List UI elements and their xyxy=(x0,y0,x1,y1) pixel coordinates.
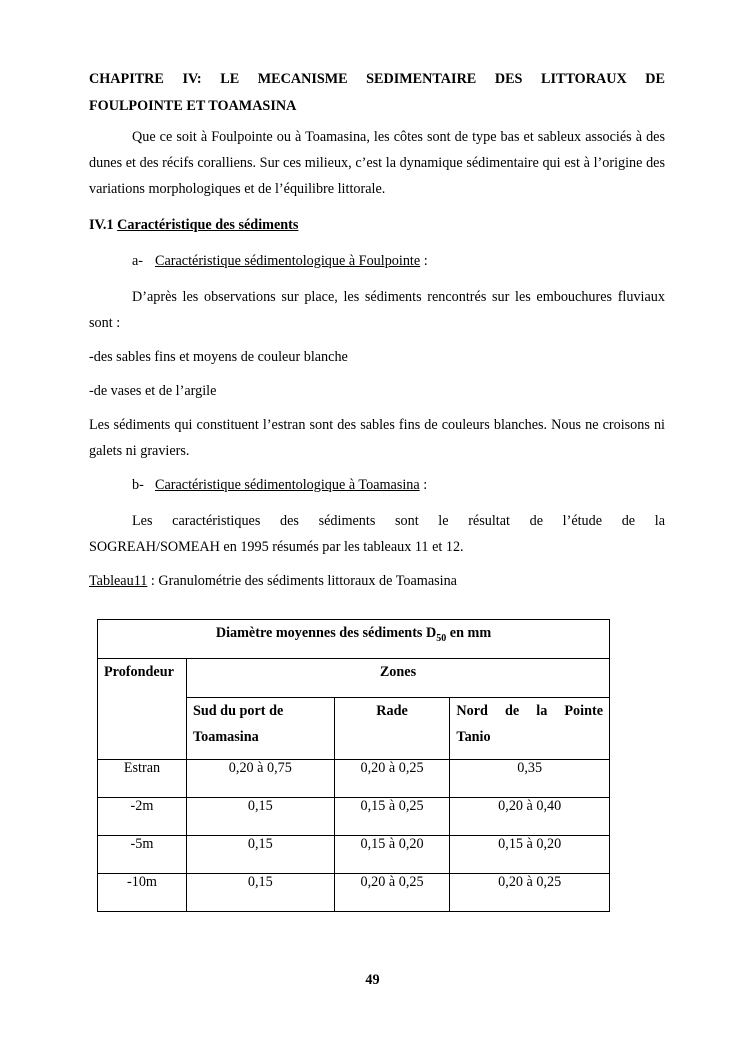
subsection-b-label: b- xyxy=(132,477,144,493)
granulometry-table xyxy=(97,619,610,912)
header-zone-sud-line-1: Sud du port de xyxy=(192,703,284,719)
cell-nord: 0,15 à 0,20 xyxy=(450,836,610,874)
page-number: 49 xyxy=(365,972,380,988)
cell-sud: 0,20 à 0,75 xyxy=(186,760,334,798)
table-caption xyxy=(89,568,665,594)
subsection-b-title: Caractéristique sédimentologique à Toamasina xyxy=(155,477,420,493)
cell-sud: 0,15 xyxy=(186,836,334,874)
table-title xyxy=(98,620,610,659)
cell-nord: 0,20 à 0,40 xyxy=(450,798,610,836)
cell-rade: 0,15 à 0,20 xyxy=(334,836,450,874)
table-row xyxy=(98,836,610,874)
table-row xyxy=(98,874,610,912)
paragraph-toamasina-line-2: SOGREAH/SOMEAH en 1995 résumés par les tableaux 11 et 12. xyxy=(89,539,464,555)
subsection-a-title: Caractéristique sédimentologique à Foulpointe xyxy=(155,253,421,269)
table-title-text: Diamètre moyennes des sédiments D xyxy=(215,625,437,641)
chapter-title-line-1: CHAPITRE IV: LE MECANISME SEDIMENTAIRE DES LITTORAUX DE xyxy=(89,71,665,87)
table-title-subscript: 50 xyxy=(436,632,447,644)
section-title: Caractéristique des sédiments xyxy=(117,217,299,233)
header-zone-nord-line-2: Tanio xyxy=(456,729,491,745)
cell-rade: 0,15 à 0,25 xyxy=(334,798,450,836)
subsection-b-heading xyxy=(132,472,665,498)
header-zones: Zones xyxy=(186,659,609,698)
paragraph-estran: Les sédiments qui constituent l’estran sont des sables fins de couleurs blanches. Nous ne croisons ni galets ni graviers. xyxy=(89,417,665,459)
header-zone-sud xyxy=(186,698,334,760)
list-item: -de vases et de l’argile xyxy=(89,383,217,399)
chapter-title-line-2: FOULPOINTE ET TOAMASINA xyxy=(89,98,297,114)
cell-nord: 0,35 xyxy=(450,760,610,798)
cell-rade: 0,20 à 0,25 xyxy=(334,760,450,798)
cell-depth: -5m xyxy=(98,836,187,874)
list-item: -des sables fins et moyens de couleur blanche xyxy=(89,349,348,365)
intro-paragraph: Que ce soit à Foulpointe ou à Toamasina, les côtes sont de type bas et sableux associés à des dunes et des récifs coralliens. Sur ces milieux, c’est la dynamique sédimentaire qui est à l’origine des variations morphologiques et de l’équilibre littorale. xyxy=(89,129,665,197)
subsection-a-suffix: : xyxy=(420,253,428,269)
cell-sud: 0,15 xyxy=(186,874,334,912)
cell-depth: -10m xyxy=(98,874,187,912)
cell-depth: Estran xyxy=(98,760,187,798)
table-row xyxy=(98,798,610,836)
page-body xyxy=(89,66,665,594)
section-number: IV.1 xyxy=(89,217,114,233)
header-zone-sud-line-2: Toamasina xyxy=(192,729,259,745)
header-profondeur: Profondeur xyxy=(98,659,187,760)
header-zone-nord-line-1: Nord de la Pointe xyxy=(456,703,603,719)
table-title-unit: en mm xyxy=(446,625,492,641)
chapter-title xyxy=(89,66,665,120)
cell-nord: 0,20 à 0,25 xyxy=(450,874,610,912)
subsection-b-suffix: : xyxy=(419,477,428,493)
header-zone-rade: Rade xyxy=(334,698,450,760)
cell-sud: 0,15 xyxy=(186,798,334,836)
table-row xyxy=(98,760,610,798)
subsection-a-heading xyxy=(132,248,665,274)
paragraph-foulpointe: D’après les observations sur place, les sédiments rencontrés sur les embouchures fluviaux sont : xyxy=(89,289,665,331)
cell-rade: 0,20 à 0,25 xyxy=(334,874,450,912)
table-caption-label: Tableau11 xyxy=(89,573,148,589)
paragraph-toamasina-line-1: Les caractéristiques des sédiments sont le résultat de l’étude de la xyxy=(132,513,665,529)
table-caption-text: : Granulométrie des sédiments littoraux de Toamasina xyxy=(147,573,457,589)
header-zone-nord xyxy=(450,698,610,760)
subsection-a-label: a- xyxy=(132,253,144,269)
cell-depth: -2m xyxy=(98,798,187,836)
section-heading xyxy=(89,212,665,238)
